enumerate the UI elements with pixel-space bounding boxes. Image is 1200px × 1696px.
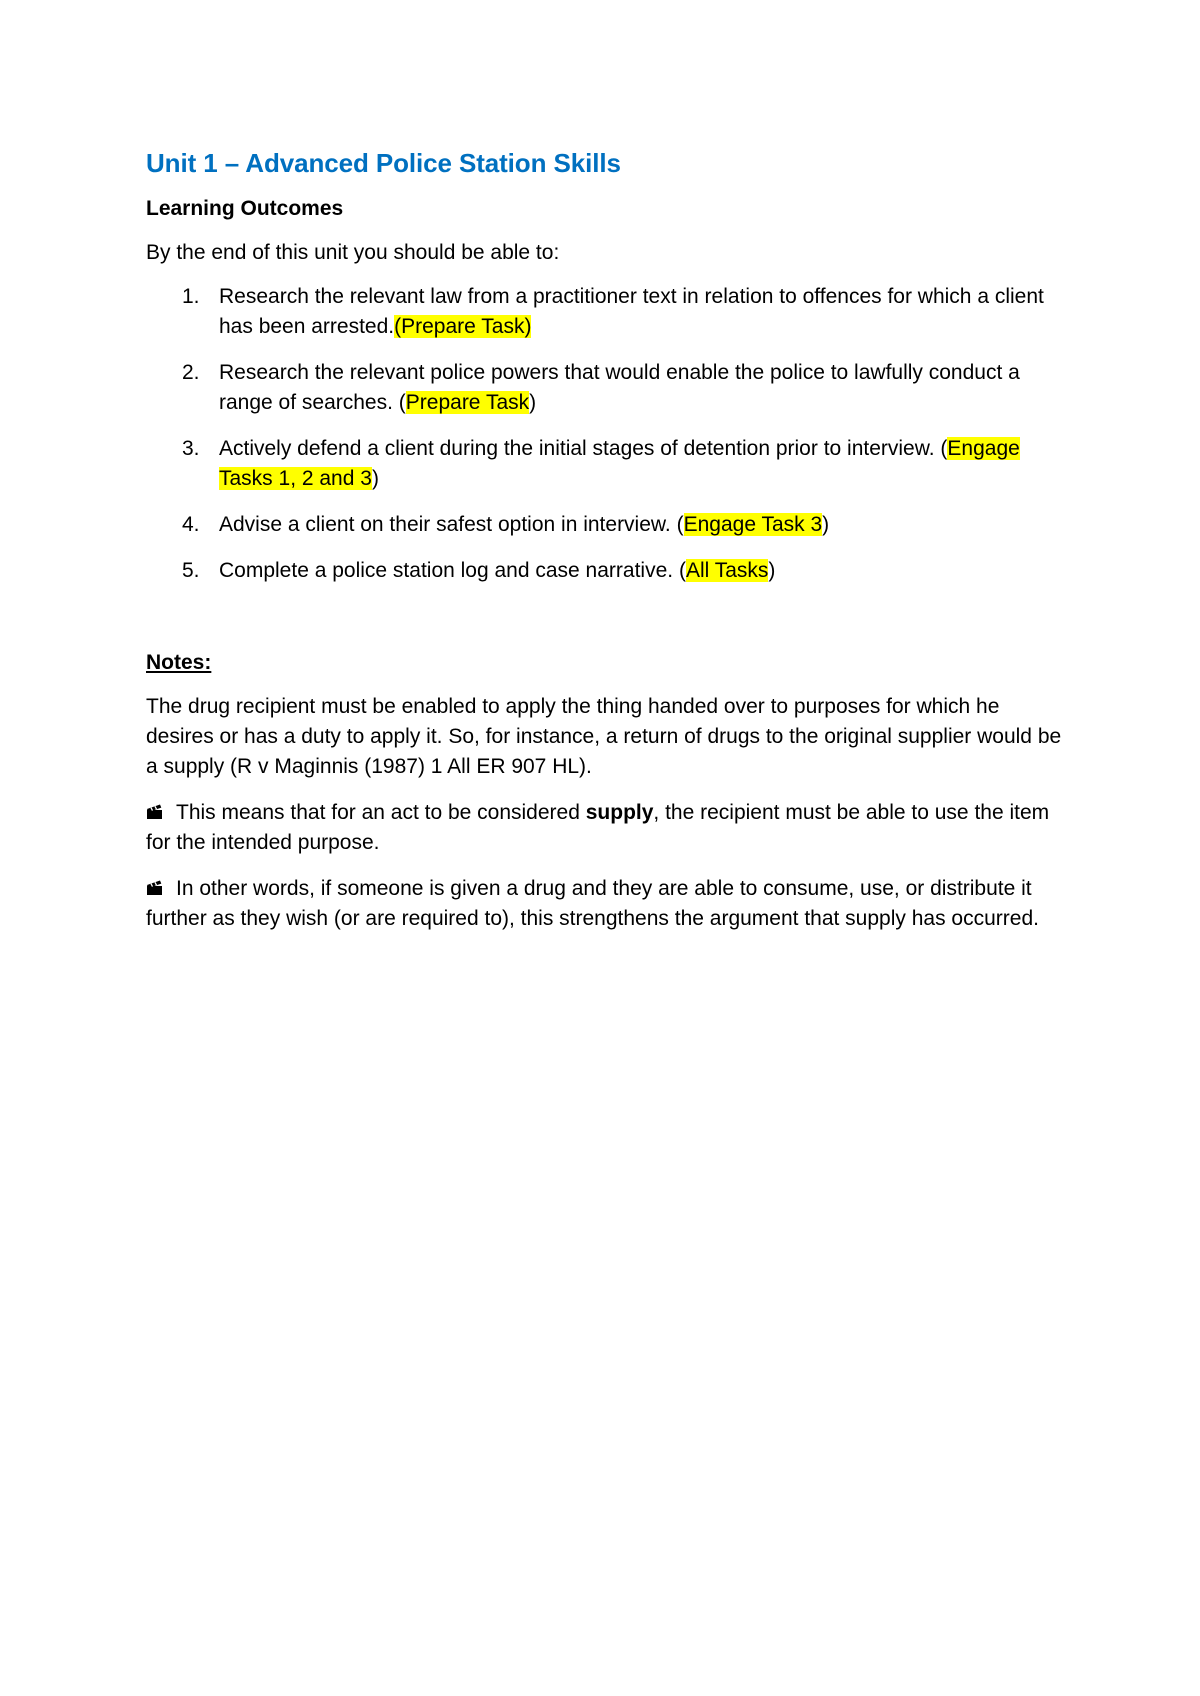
outcome-close-paren: ) bbox=[768, 559, 776, 582]
bullet-paragraph bbox=[146, 798, 1066, 858]
notes-heading: Notes: bbox=[146, 651, 212, 674]
document-content bbox=[146, 146, 1066, 934]
list-number: 2. bbox=[182, 361, 200, 384]
outcome-close-paren: ) bbox=[822, 513, 830, 536]
bullet-paragraph bbox=[146, 874, 1066, 934]
learning-outcomes-heading: Learning Outcomes bbox=[146, 197, 344, 220]
outcome-text: Advise a client on their safest option in interview. bbox=[219, 513, 677, 536]
outcomes-list bbox=[146, 282, 1066, 586]
list-item bbox=[146, 556, 1059, 586]
document-title: Unit 1 – Advanced Police Station Skills bbox=[146, 148, 621, 178]
outcome-text: Research the relevant police powers that would enable the police to lawfully conduct a range of searches. bbox=[219, 361, 1020, 414]
outcome-close-paren: ) bbox=[529, 391, 537, 414]
outcome-open-paren: ( bbox=[678, 559, 686, 582]
bullet-text-before: This means that for an act to be considered bbox=[176, 801, 586, 824]
clapperboard-icon bbox=[146, 799, 164, 815]
intro-text: By the end of this unit you should be able to: bbox=[146, 241, 560, 264]
outcome-text: Actively defend a client during the initial stages of detention prior to interview. bbox=[219, 437, 941, 460]
list-number: 3. bbox=[182, 437, 200, 460]
list-number: 4. bbox=[182, 513, 200, 536]
task-highlight: All Tasks bbox=[685, 559, 769, 582]
outcome-open-paren: ( bbox=[398, 391, 406, 414]
list-item bbox=[146, 510, 1059, 540]
bold-term: supply bbox=[585, 801, 654, 824]
list-item bbox=[146, 282, 1059, 342]
task-highlight: (Prepare Task) bbox=[394, 315, 532, 338]
clapperboard-icon bbox=[146, 875, 164, 891]
outcome-open-paren: ( bbox=[940, 437, 948, 460]
task-highlight: Engage Tasks 1, 2 and 3 bbox=[219, 437, 1020, 490]
outcome-open-paren: ( bbox=[676, 513, 684, 536]
task-highlight: Prepare Task bbox=[405, 391, 530, 414]
list-number: 1. bbox=[182, 285, 200, 308]
notes-paragraph: The drug recipient must be enabled to apply the thing handed over to purposes for which he desires or has a duty to apply it. So, for instance, a return of drugs to the original supplier would be a supply (R v Maginnis (1987) 1 All ER 907 HL). bbox=[146, 695, 1062, 778]
list-item bbox=[146, 434, 1059, 494]
bullet-text-after: , the recipient must be able to use the item for the intended purpose. bbox=[146, 801, 1050, 854]
outcome-text: Research the relevant law from a practitioner text in relation to offences for which a client has been arrested. bbox=[219, 285, 1044, 338]
list-item bbox=[146, 358, 1059, 418]
bullet-text: In other words, if someone is given a drug and they are able to consume, use, or distribute it further as they wish (or are required to), this strengthens the argument that supply has occurred. bbox=[146, 877, 1039, 930]
list-number: 5. bbox=[182, 559, 200, 582]
outcome-close-paren: ) bbox=[371, 467, 379, 490]
outcome-text: Complete a police station log and case narrative. bbox=[219, 559, 679, 582]
task-highlight: Engage Task 3 bbox=[683, 513, 823, 536]
